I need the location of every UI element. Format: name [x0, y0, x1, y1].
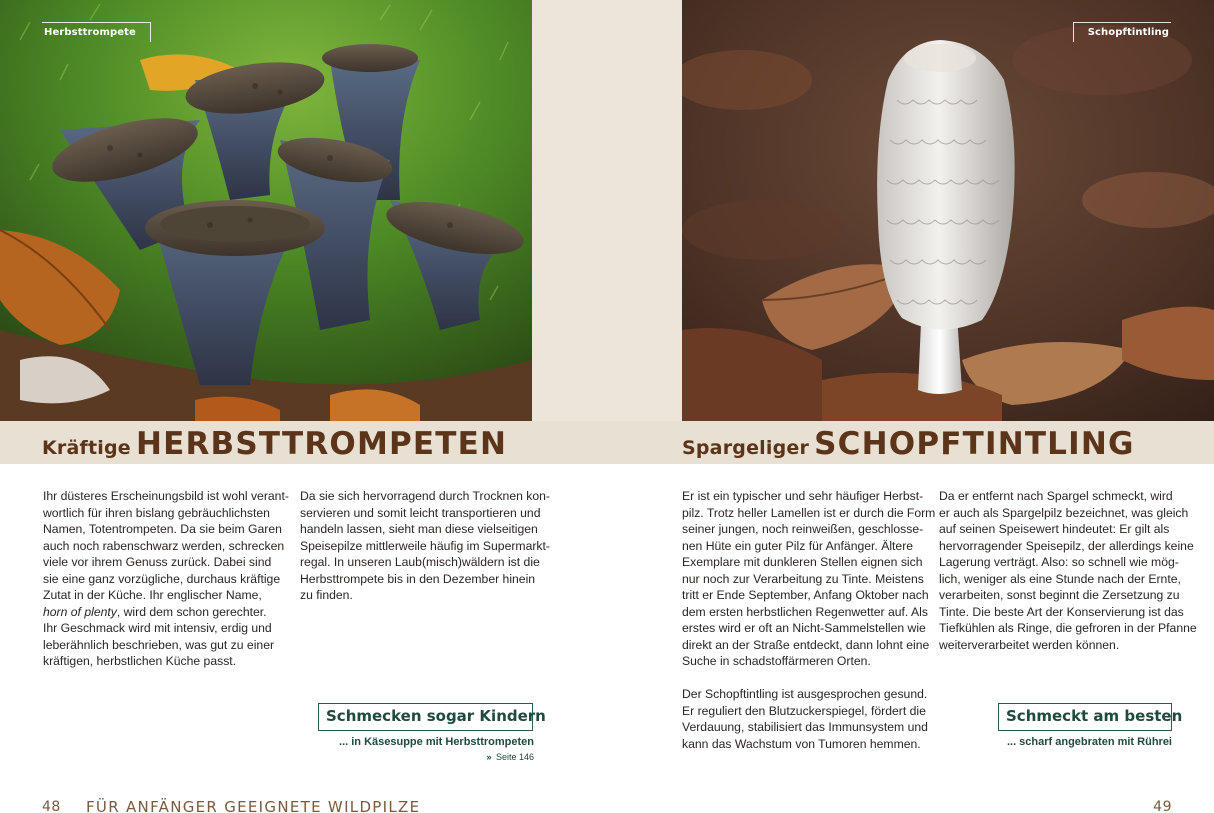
text-line: Herbsttrompete bis in den Dezember hinein: [300, 571, 536, 586]
text-line: Speisepilze mittlerweile häufig im Supermarkt-: [300, 538, 550, 553]
text-line: er auch als Spargelpilz bezeichnet, was gleich: [939, 505, 1189, 520]
text-line: hervorragender Speisepilz, der allerdings keine: [939, 538, 1194, 553]
text-line: Lagerung verträgt. Also: so schnell wie mög-: [939, 555, 1179, 569]
text-line: Er reguliert den Blutzuckerspiegel, fördert die: [682, 703, 926, 718]
page-reference-label: Seite 146: [495, 752, 534, 762]
text-line: Ihr Geschmack wird mit intensiv, erdig und: [43, 621, 272, 635]
title-big: HERBSTTROMPETEN: [135, 426, 508, 462]
section-title-right: [682, 426, 1135, 462]
running-head: FÜR ANFÄNGER GEEIGNETE WILDPILZE: [86, 798, 421, 813]
page-number-left: 48: [42, 799, 61, 813]
text-column-1: [43, 488, 289, 670]
photo-herbsttrompete: [0, 0, 532, 421]
black-trumpet-illustration: [0, 0, 532, 421]
text-line: Ihr düsteres Erscheinungsbild ist wohl verant-: [43, 489, 289, 503]
text-line: wortlich für ihren bislang gebräuchlichsten: [43, 505, 270, 520]
text-line: Da er entfernt nach Spargel schmeckt, wird: [939, 489, 1173, 503]
page-reference[interactable]: [486, 752, 534, 762]
page-gutter: [532, 0, 682, 421]
text-line: Er ist ein typischer und sehr häufiger Herbst-: [682, 489, 924, 503]
text-line: handeln lassen, sieht man diese vielseitigen: [300, 522, 538, 536]
paragraph: [682, 686, 928, 752]
text-column-3: [682, 488, 936, 752]
photo-schopftintling: [682, 0, 1214, 421]
paragraph: [43, 488, 289, 670]
shaggy-ink-cap-illustration: [682, 0, 1214, 421]
text-line: auf seinen Speisewert hindeutet: Er gilt als: [939, 522, 1170, 536]
paragraph: [300, 488, 550, 604]
title-small: Kräftige: [42, 437, 131, 459]
text-line: leberähnlich beschrieben, was gut zu einer: [43, 637, 275, 652]
text-line: viele vor ihrem Genuss zurück. Dabei sind: [43, 555, 272, 569]
text-line: Namen, Totentrompeten. Da sie beim Garen: [43, 522, 282, 536]
italic-term: horn of plenty: [43, 604, 117, 619]
text-line: lich, weniger als eine Stunde nach der Ernte,: [939, 571, 1181, 586]
text-line: regal. In unseren Laub(misch)wäldern ist die: [300, 555, 540, 569]
paragraph: [939, 488, 1197, 653]
text-line: kann das Wachstum von Tumoren hemmen.: [682, 736, 921, 751]
photo-caption-tag: Herbsttrompete: [42, 22, 151, 42]
text-line: seiner jungen, noch reinweißen, geschlosse-: [682, 522, 924, 536]
text-line: tritt er Ende September, Anfang Oktober nach: [682, 588, 929, 602]
text-line: servieren und somit leicht transportieren und: [300, 505, 541, 520]
page-number-right: 49: [1153, 799, 1172, 813]
text-line: pilz. Trotz heller Lamellen ist er durch die Form: [682, 505, 936, 520]
text-line: erstes wird er oft an Nicht-Sammelstellen wie: [682, 621, 926, 635]
text-line: direkt an der Straße entdeckt, dann lohnt eine: [682, 637, 930, 652]
text-column-4: [939, 488, 1197, 653]
text-line: zu finden.: [300, 588, 353, 602]
title-small: Spargeliger: [682, 437, 810, 459]
double-chevron-right-icon: »: [486, 752, 492, 762]
tip-subtitle: ... in Käsesuppe mit Herbsttrompeten: [339, 736, 534, 748]
text-line: nen Hüte ein guter Pilz für Anfänger. Ältere: [682, 538, 914, 553]
text-line: Da sie sich hervorragend durch Trocknen kon-: [300, 489, 550, 503]
text-line: verarbeiten, sonst beginnt die Zersetzung zu: [939, 588, 1180, 602]
paragraph: [682, 488, 936, 670]
text-line: weiterverarbeitet werden können.: [939, 637, 1120, 652]
tip-subtitle: ... scharf angebraten mit Rührei: [1006, 736, 1172, 748]
text-line: nur noch zur Verarbeitung zu Tinte. Meistens: [682, 571, 924, 586]
text-line: Der Schopftintling ist ausgesprochen gesund.: [682, 687, 928, 701]
text-line: Exemplare mit dunkleren Stellen eignen sich: [682, 555, 923, 569]
tip-box-best: Schmeckt am besten: [998, 703, 1172, 731]
text-line: sie eine ganz vorzügliche, durchaus kräftige: [43, 571, 281, 586]
text-line: Tinte. Die beste Art der Konservierung ist das: [939, 604, 1184, 619]
text-column-2: [300, 488, 550, 604]
text-line: Suche in schadstoffärmeren Orten.: [682, 654, 871, 668]
title-big: SCHOPFTINTLING: [814, 426, 1135, 462]
text-line: kräftigen, herbstlichen Küche passt.: [43, 654, 237, 668]
text-line: Tiefkühlen als Ringe, die gefroren in der Pfanne: [939, 621, 1197, 635]
text-line: dem ersten herbstlichen Regenwetter auf. Als: [682, 604, 928, 619]
photo-caption-tag: Schopftintling: [1073, 22, 1171, 42]
tip-box-kids: Schmecken sogar Kindern: [318, 703, 533, 731]
section-title-left: [42, 426, 507, 462]
text-line: Verdauung, stabilisiert das Immunsystem und: [682, 720, 928, 734]
text-line: Zutat in der Küche. Ihr englischer Name,: [43, 588, 262, 602]
text-line: auch noch rabenschwarz werden, schrecken: [43, 538, 285, 553]
text-fragment: , wird dem schon gerechter.: [116, 604, 267, 619]
text-line: [43, 604, 275, 621]
